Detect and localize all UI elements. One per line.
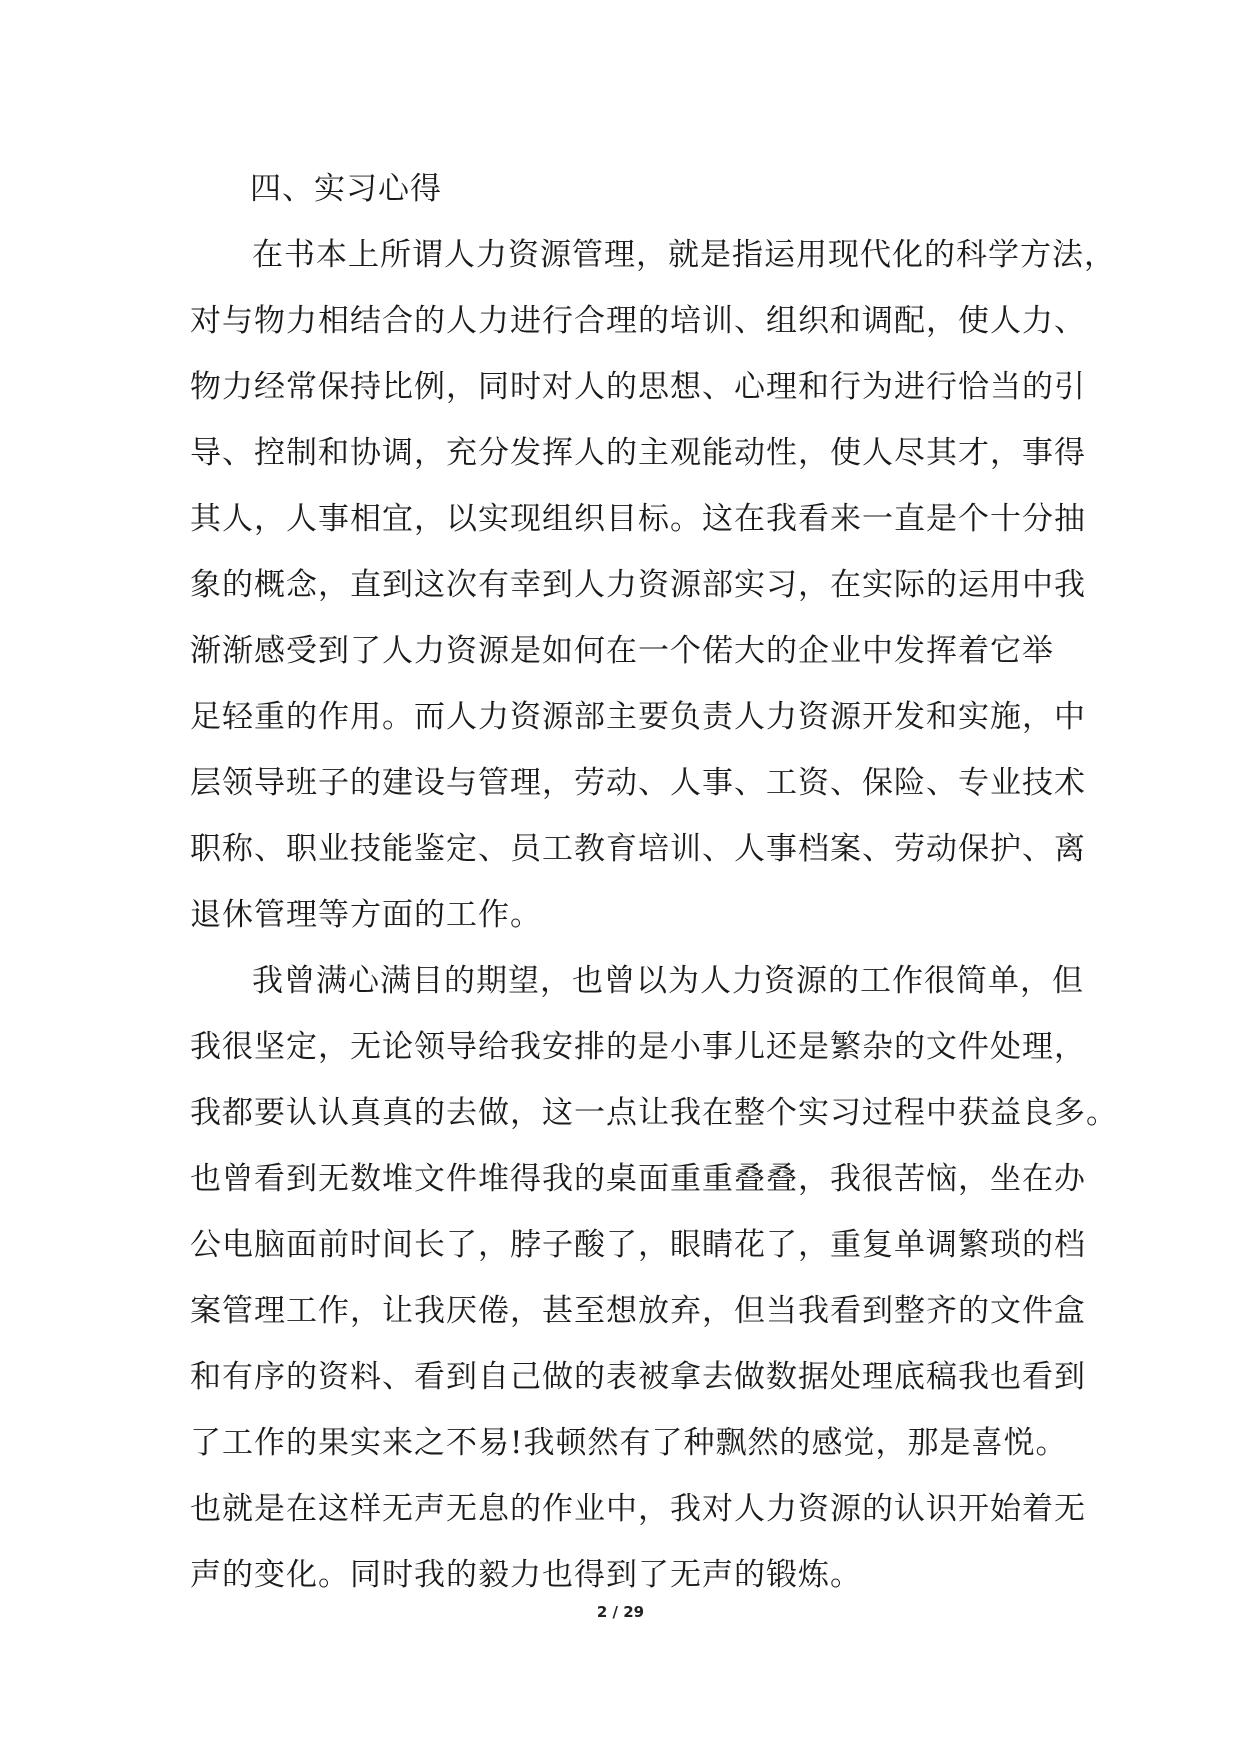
paragraph-line: 我曾满心满目的期望，也曾以为人力资源的工作很简单，但 xyxy=(252,963,1084,999)
paragraph-line: 在书本上所谓人力资源管理，就是指运用现代化的科学方法， xyxy=(252,237,1116,273)
paragraph-line: 我很坚定，无论领导给我安排的是小事儿还是繁杂的文件处理， xyxy=(190,1029,1086,1065)
paragraph-line: 层领导班子的建设与管理，劳动、人事、工资、保险、专业技术 xyxy=(190,765,1086,801)
paragraph-line: 也曾看到无数堆文件堆得我的桌面重重叠叠，我很苦恼，坐在办 xyxy=(190,1161,1086,1197)
paragraph-line: 职称、职业技能鉴定、员工教育培训、人事档案、劳动保护、离 xyxy=(190,831,1086,867)
paragraph-line: 足轻重的作用。而人力资源部主要负责人力资源开发和实施，中 xyxy=(190,699,1086,735)
paragraph-line: 渐渐感受到了人力资源是如何在一个偌大的企业中发挥着它举 xyxy=(190,633,1054,669)
paragraph-line: 物力经常保持比例，同时对人的思想、心理和行为进行恰当的引 xyxy=(190,369,1086,405)
paragraph-line: 也就是在这样无声无息的作业中，我对人力资源的认识开始着无 xyxy=(190,1491,1086,1527)
paragraph-line: 其人，人事相宜，以实现组织目标。这在我看来一直是个十分抽 xyxy=(190,501,1086,537)
paragraph-line: 公电脑面前时间长了，脖子酸了，眼睛花了，重复单调繁琐的档 xyxy=(190,1227,1086,1263)
paragraph-line: 象的概念，直到这次有幸到人力资源部实习，在实际的运用中我 xyxy=(190,567,1086,603)
paragraph-line: 案管理工作，让我厌倦，甚至想放弃，但当我看到整齐的文件盒 xyxy=(190,1293,1086,1329)
paragraph-line: 导、控制和协调，充分发挥人的主观能动性，使人尽其才，事得 xyxy=(190,435,1086,471)
section-heading: 四、实习心得 xyxy=(250,171,442,207)
page-number: 2 / 29 xyxy=(596,1603,645,1621)
paragraph-line: 对与物力相结合的人力进行合理的培训、组织和调配，使人力、 xyxy=(190,303,1086,339)
paragraph-line: 了工作的果实来之不易!我顿然有了种飘然的感觉，那是喜悦。 xyxy=(190,1425,1068,1461)
paragraph-line: 我都要认认真真的去做，这一点让我在整个实习过程中获益良多。 xyxy=(190,1095,1118,1131)
paragraph-line: 声的变化。同时我的毅力也得到了无声的锻炼。 xyxy=(190,1557,862,1593)
paragraph-line: 退休管理等方面的工作。 xyxy=(190,897,542,933)
paragraph-line: 和有序的资料、看到自己做的表被拿去做数据处理底稿我也看到 xyxy=(190,1359,1086,1395)
document-body xyxy=(190,156,1118,1608)
